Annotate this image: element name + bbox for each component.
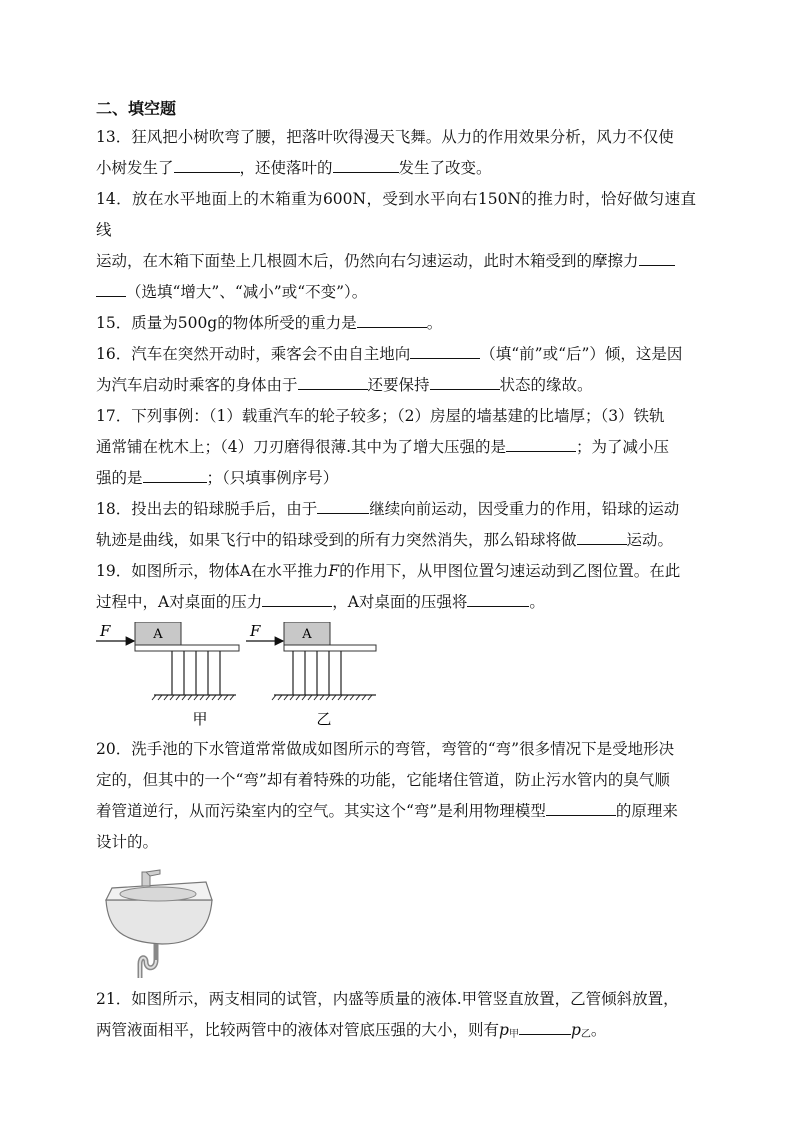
- q18-text-b: 继续向前运动，因受重力的作用，铅球的运动: [369, 500, 680, 518]
- worksheet-page: [96, 98, 696, 1050]
- q18-blank-1[interactable]: [317, 495, 369, 514]
- question-15: [96, 308, 696, 339]
- q13-text-c: 发生了改变。: [398, 159, 492, 177]
- q14-line1: 14．放在水平地面上的木箱重为600N，受到水平向右150N的推力时，恰好做匀速直线: [96, 190, 696, 239]
- q17-line2: [96, 432, 696, 463]
- q19-blank-2[interactable]: [467, 588, 529, 607]
- q21-text: 两管液面相平，比较两管中的液体对管底压强的大小，则有: [96, 1021, 500, 1039]
- q20-line2: 定的，但其中的一个“弯”却有着特殊的功能，它能堵住管道，防止污水管内的臭气顺: [96, 771, 670, 789]
- question-16: [96, 339, 696, 401]
- q15-end: 。: [426, 314, 443, 332]
- q13-blank-2[interactable]: [333, 154, 399, 173]
- q20-line3: [96, 796, 696, 827]
- q13-text-a: 小树发生了: [96, 159, 174, 177]
- q19-text-a: 19．如图所示，物体A在水平推力: [96, 562, 329, 580]
- q21-blank[interactable]: [519, 1016, 571, 1035]
- q19-text-c: 过程中，A对桌面的压力: [96, 593, 263, 611]
- q18-text-a: 18．投出去的铅球脱手后，由于: [96, 500, 318, 518]
- q13-line2: [96, 153, 696, 184]
- q13-line1: 13．狂风把小树吹弯了腰，把落叶吹得漫天飞舞。从力的作用效果分析，风力不仅使: [96, 128, 674, 146]
- question-14: [96, 184, 696, 308]
- q18-text-d: 运动。: [626, 531, 674, 549]
- question-17: [96, 401, 696, 494]
- block-a-label-left: A: [153, 627, 163, 642]
- question-18: [96, 494, 696, 556]
- q21-line1: 21．如图所示，两支相同的试管，内盛等质量的液体.甲管竖直放置，乙管倾斜放置，: [96, 990, 679, 1008]
- q14-line3: [96, 277, 696, 308]
- q19-text-d: ，A对桌面的压强将: [332, 593, 468, 611]
- q17-text-b: ；为了减小压: [576, 438, 670, 456]
- tabletop-left: [135, 645, 239, 651]
- q18-text-c: 轨迹是曲线，如果飞行中的铅球受到的所有力突然消失，那么铅球将做: [96, 531, 577, 549]
- label-yi: 乙: [316, 710, 332, 728]
- q19-figure: [96, 622, 696, 732]
- q17-line1: 17．下列事例：（1）载重汽车的轮子较多；（2）房屋的墙基建的比墙厚；（3）铁轨: [96, 407, 665, 425]
- question-21: [96, 984, 696, 1050]
- q18-blank-2[interactable]: [577, 526, 627, 545]
- q21-p-symbol-a: p: [499, 1021, 509, 1039]
- q19-line1: [96, 556, 696, 587]
- q21-p-symbol-b: p: [570, 1021, 581, 1039]
- q19-text-e: 。: [529, 593, 545, 611]
- q21-sub-jia: 甲: [508, 1029, 519, 1040]
- q20-blank[interactable]: [546, 797, 616, 816]
- q18-line1: [96, 494, 696, 525]
- q20-line4: 设计的。: [96, 833, 159, 851]
- question-20: [96, 734, 696, 980]
- q13-text-b: ，还使落叶的: [239, 159, 333, 177]
- q17-line3: [96, 463, 696, 494]
- q14-blank-b[interactable]: [96, 278, 126, 297]
- q15-text: 15．质量为500g的物体所受的重力是: [96, 314, 357, 332]
- figure-left: [96, 622, 239, 728]
- label-jia: 甲: [192, 710, 208, 728]
- q16-text-a: 16．汽车在突然开动时，乘客会不由自主地向: [96, 345, 411, 363]
- q16-text-e: 状态的缘故。: [499, 376, 593, 394]
- q14-options: （选填“增大”、“减小”或“不变”）。: [126, 283, 368, 301]
- q13-blank-1[interactable]: [174, 154, 240, 173]
- q20-text-b: 的原理来: [615, 802, 678, 820]
- q20-text-a: 着管道逆行，从而污染室内的空气。其实这个“弯”是利用物理模型: [96, 802, 546, 820]
- q17-blank-2[interactable]: [143, 464, 207, 483]
- force-label-right: F: [250, 622, 261, 640]
- q15-blank[interactable]: [357, 309, 427, 328]
- q14-text: 运动，在木箱下面垫上几根圆木后，仍然向右匀速运动，此时木箱受到的摩擦力: [96, 252, 639, 270]
- tabletop-right: [284, 645, 376, 651]
- q14-line2: [96, 246, 696, 277]
- q19-text-b: 的作用下，从甲图位置匀速运动到乙图位置。在此: [339, 562, 681, 580]
- q16-blank-1[interactable]: [410, 340, 480, 359]
- figure-right: [246, 622, 376, 728]
- question-19: [96, 556, 696, 732]
- q16-text-b: （填“前”或“后”）倾，这是因: [480, 345, 683, 363]
- q17-text-d: ；（只填事例序号）: [206, 469, 339, 487]
- q20-sink-figure: [96, 860, 696, 980]
- q16-blank-2[interactable]: [298, 371, 368, 390]
- q20-line1: 20．洗手池的下水管道常常做成如图所示的弯管，弯管的“弯”很多情况下是受地形决: [96, 740, 675, 758]
- force-label-left: F: [100, 622, 111, 640]
- q18-line2: [96, 525, 696, 556]
- q21-line2: [96, 1015, 696, 1050]
- q16-text-d: 还要保持: [367, 376, 430, 394]
- q17-text-a: 通常铺在枕木上；（4）刀刃磨得很薄.其中为了增大压强的是: [96, 438, 507, 456]
- q21-sub-yi: 乙: [580, 1029, 591, 1040]
- sink-with-trap-pipe: [102, 860, 242, 980]
- q17-text-c: 强的是: [96, 469, 143, 487]
- q19-blank-1[interactable]: [262, 588, 332, 607]
- q21-end: 。: [590, 1021, 607, 1039]
- q17-blank-1[interactable]: [506, 433, 576, 452]
- q16-text-c: 为汽车启动时乘客的身体由于: [96, 376, 298, 394]
- q14-blank-a[interactable]: [639, 247, 675, 266]
- q19-line2: [96, 587, 696, 618]
- q16-line1: [96, 339, 696, 370]
- q16-blank-3[interactable]: [430, 371, 500, 390]
- block-a-label-right: A: [302, 627, 312, 642]
- table-block-diagram: [96, 622, 696, 732]
- question-13: [96, 122, 696, 184]
- section-title: 二、填空题: [96, 99, 177, 118]
- q19-force-symbol: F: [328, 562, 340, 580]
- q16-line2: [96, 370, 696, 401]
